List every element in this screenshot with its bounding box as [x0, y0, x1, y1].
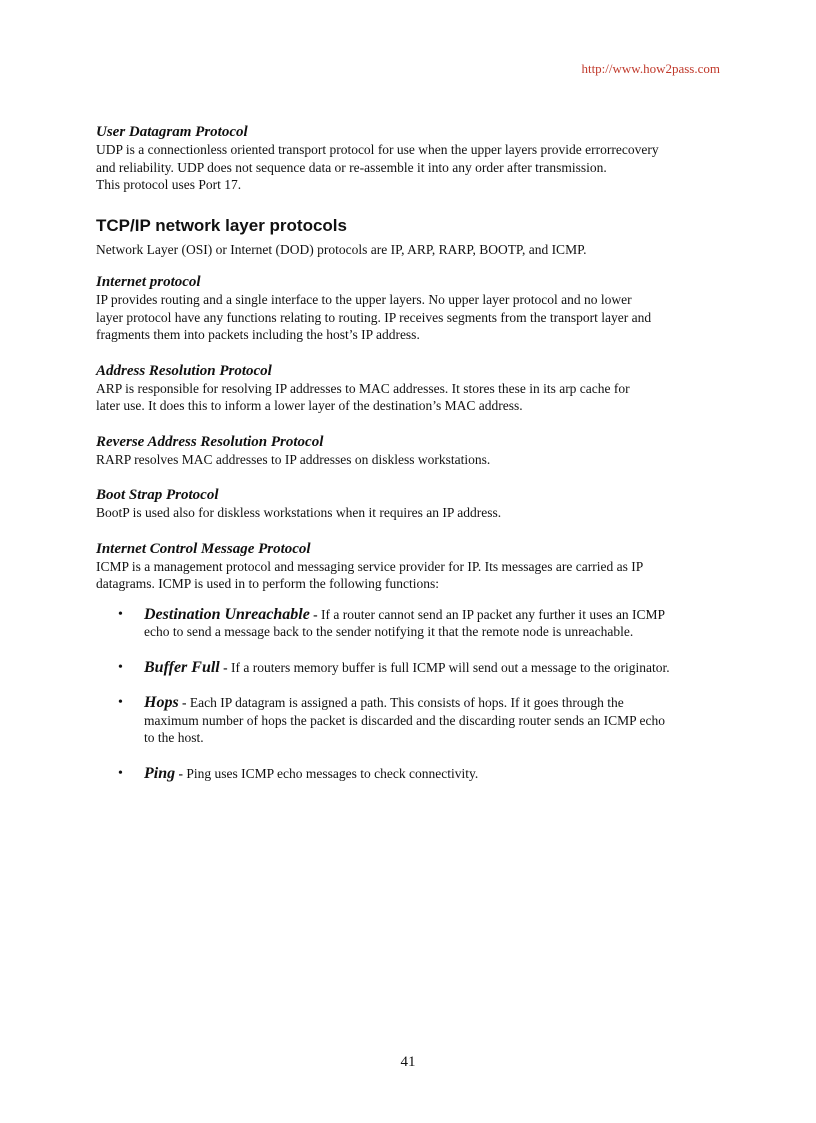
page-number: 41	[400, 1054, 416, 1070]
section-icmp	[96, 540, 720, 593]
section-heading-icmp: Internet Control Message Protocol	[96, 540, 311, 557]
text-line: This protocol uses Port 17.	[96, 177, 242, 192]
text-line: datagrams. ICMP is used in to perform the following functions:	[96, 576, 439, 591]
paragraph-tcpip-intro: Network Layer (OSI) or Internet (DOD) protocols are IP, ARP, RARP, BOOTP, and ICMP.	[96, 241, 587, 257]
text-line: later use. It does this to inform a lower layer of the destination’s MAC address.	[96, 398, 523, 413]
paragraph-bootp: BootP is used also for diskless workstations when it requires an IP address.	[96, 505, 502, 520]
bullet-icon: •	[118, 695, 123, 710]
section-bootp	[96, 486, 720, 522]
paragraph-rarp: RARP resolves MAC addresses to IP addresses on diskless workstations.	[96, 451, 491, 467]
bullet-icon: •	[118, 659, 123, 675]
major-heading-tcpip: TCP/IP network layer protocols	[96, 215, 347, 235]
text-line: IP provides routing and a single interface to the upper layers. No upper layer protocol and no lower	[96, 292, 632, 307]
text-line: If a router cannot send an IP packet any further it uses an ICMP	[321, 606, 666, 622]
section-heading-udp: User Datagram Protocol	[96, 124, 248, 140]
paragraph-icmp	[96, 558, 720, 593]
section-heading-ip: Internet protocol	[96, 274, 201, 290]
section-ip	[96, 273, 720, 344]
section-arp	[96, 362, 720, 415]
list-item-separator: -	[178, 695, 190, 710]
list-item-hops	[96, 694, 720, 747]
bullet-icon: •	[118, 765, 123, 781]
text-line: Each IP datagram is assigned a path. This consists of hops. If it goes through the	[189, 695, 624, 710]
section-tcpip	[96, 216, 720, 259]
section-heading-arp: Address Resolution Protocol	[96, 362, 272, 379]
text-line: UDP is a connectionless oriented transport protocol for use when the upper layers provide errorrecovery	[96, 142, 659, 157]
text-line: to the host.	[144, 730, 204, 745]
text-line: Ping uses ICMP echo messages to check connectivity.	[186, 765, 479, 781]
list-item-separator: -	[175, 765, 187, 781]
list-item-separator: -	[309, 606, 322, 622]
page-content	[96, 123, 720, 800]
text-line: fragments them into packets including the host’s IP address.	[96, 327, 420, 342]
section-rarp	[96, 433, 720, 469]
list-item-ping	[96, 765, 720, 783]
text-line: ARP is responsible for resolving IP addresses to MAC addresses. It stores these in its arp cache for	[96, 380, 630, 396]
header-url-link[interactable]: http://www.how2pass.com	[581, 61, 720, 76]
text-line: If a routers memory buffer is full ICMP will send out a message to the originator.	[230, 659, 670, 675]
section-heading-bootp: Boot Strap Protocol	[96, 487, 219, 503]
list-item-term: Hops	[144, 694, 179, 711]
list-item-term: Destination Unreachable	[144, 605, 310, 623]
icmp-functions-list	[96, 606, 720, 783]
text-line: and reliability. UDP does not sequence data or re-assemble it into any order after transmission.	[96, 159, 607, 175]
text-line: maximum number of hops the packet is discarded and the discarding router sends an ICMP echo	[144, 712, 665, 728]
text-line: layer protocol have any functions relating to routing. IP receives segments from the transport layer and	[96, 309, 652, 325]
text-line: echo to send a message back to the sender notifying it that the remote node is unreachable.	[144, 624, 634, 639]
list-item-destination-unreachable	[96, 606, 720, 641]
paragraph-ip	[96, 291, 720, 344]
paragraph-arp	[96, 380, 720, 415]
list-item-term: Ping	[144, 764, 176, 782]
list-item-buffer-full	[96, 659, 720, 677]
bullet-icon: •	[118, 606, 123, 622]
paragraph-udp	[96, 141, 720, 194]
section-udp	[96, 123, 720, 194]
list-item-term: Buffer Full	[144, 658, 220, 676]
text-line: ICMP is a management protocol and messaging service provider for IP. Its messages are carried as IP	[96, 558, 644, 574]
list-item-separator: -	[219, 659, 231, 675]
section-heading-rarp: Reverse Address Resolution Protocol	[96, 433, 324, 450]
